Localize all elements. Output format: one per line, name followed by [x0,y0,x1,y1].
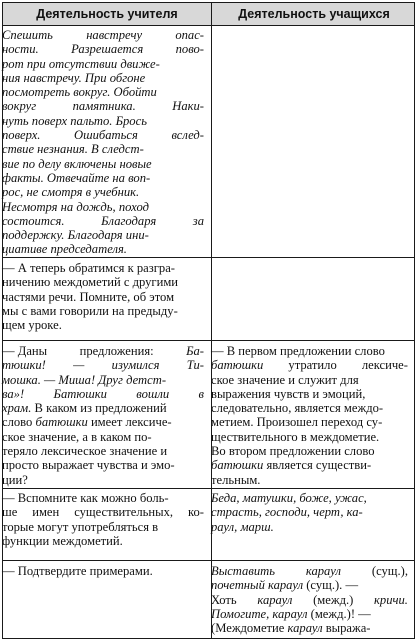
text-line: Хоть караул (межд.) кричи. [211,592,408,607]
text-line: Помогите, караул (межд.)! — [211,606,371,621]
table-header [3,3,414,25]
text-line: слово батюшки имеет лексиче- [2,415,172,430]
text-line: — Подтвердите примерами. [2,564,153,578]
table-row-1-teacher [2,28,207,257]
text-line: терялo лексическое значение и [2,444,168,459]
text-line: просто выражает чувства и эмо- [2,458,175,473]
text-line: щем уроке. [2,318,62,333]
text-line: ния навстречу. При обгоне [2,70,146,85]
row-divider [3,340,414,341]
text-line: ва»! Батюшки вошли в [2,386,204,401]
text-line: ности. Разрешается пово- [2,42,204,57]
text-line: почетный караул (сущ.). — [211,578,359,593]
text-line: ничению междометий с другими [2,275,179,290]
text-line: батюшки утратило лексиче- [211,358,408,373]
text-line: мы с вами говорили на предыду- [2,303,178,318]
text-line: функции междометий. [2,533,123,548]
text-line: — Даны предложения: Ба- [2,344,204,358]
text-line: мошка. — Миша! Друг детст- [2,372,167,387]
table-row-2-teacher [2,261,207,332]
text-line: торые могут употребляться в [2,519,159,534]
text-line: тюшки! — изумился Ти- [2,358,204,373]
teacher-column-header: Деятельность учителя [36,7,178,21]
text-line: поверх. Ошибаться вслед- [2,128,204,143]
table-row-3-students [211,344,410,487]
row-divider [3,488,414,489]
text-line: — В первом предложении слово [211,344,385,358]
text-line: ствие незнания. В следст- [2,142,144,157]
table-row-5-teacher [2,564,207,578]
text-line: ское значение, а в каком по- [2,429,152,444]
text-line: тельным. [211,472,261,487]
students-column-header: Деятельность учащихся [238,7,390,21]
column-divider [211,3,212,638]
text-line: выражения чувств и эмоций, [211,386,366,401]
row-divider [3,257,414,258]
text-line: вие по делу включены новые [2,156,152,171]
row-divider [3,560,414,561]
text-line: ции? [2,472,28,487]
text-line: метием. Произошел переход су- [211,415,383,430]
text-line: страсть, господи, черт, ка- [211,505,363,520]
text-line: рот при отсутствии движе- [2,56,160,71]
text-line: батюшки является существи- [211,458,372,473]
text-line: ское значение и служит для [211,372,359,387]
text-line: факты. Отвечайте на воп- [2,170,151,185]
table-row-3-teacher [2,344,207,487]
table-row-4-students [211,491,410,534]
text-line: посмотреть вокруг. Обойти [2,85,157,100]
text-line: ществительного в междометие. [211,429,380,444]
text-line: — Вспомните как можно боль- [2,491,169,505]
text-line: ше имен существительных, ко- [2,505,204,520]
text-line: состоится. Благодаря за [2,213,204,228]
text-line: раул, марш. [211,519,274,534]
text-line: Спешить навстречу опас- [2,28,204,42]
text-line: (Междометие караул выража- [211,621,371,636]
text-line: рос, не смотря в учебник. [2,185,140,200]
text-line: частями речи. Помните, об этом [2,289,175,304]
text-line: нуть поверх пальто. Брось [2,113,147,128]
text-line: Во втором предложении слово [211,444,375,459]
text-line: поддержку. Благодаря ини- [2,228,149,243]
text-line: циативе председателя. [2,242,127,257]
text-line: Выставить караул (сущ.), [211,564,408,578]
text-line: следовательно, является междо- [211,401,384,416]
text-line: — А теперь обратимся к разгра- [2,261,175,275]
text-line: Беда, матушки, боже, ужас, [211,491,367,505]
table-row-4-teacher [2,491,207,548]
table-row-5-students [211,564,410,635]
header-divider [3,25,414,26]
text-line: храм. В каком из предложений [2,401,167,416]
text-line: вокруг памятника. Наки- [2,99,204,114]
text-line: Несмотря на дождь, поход [2,199,149,214]
